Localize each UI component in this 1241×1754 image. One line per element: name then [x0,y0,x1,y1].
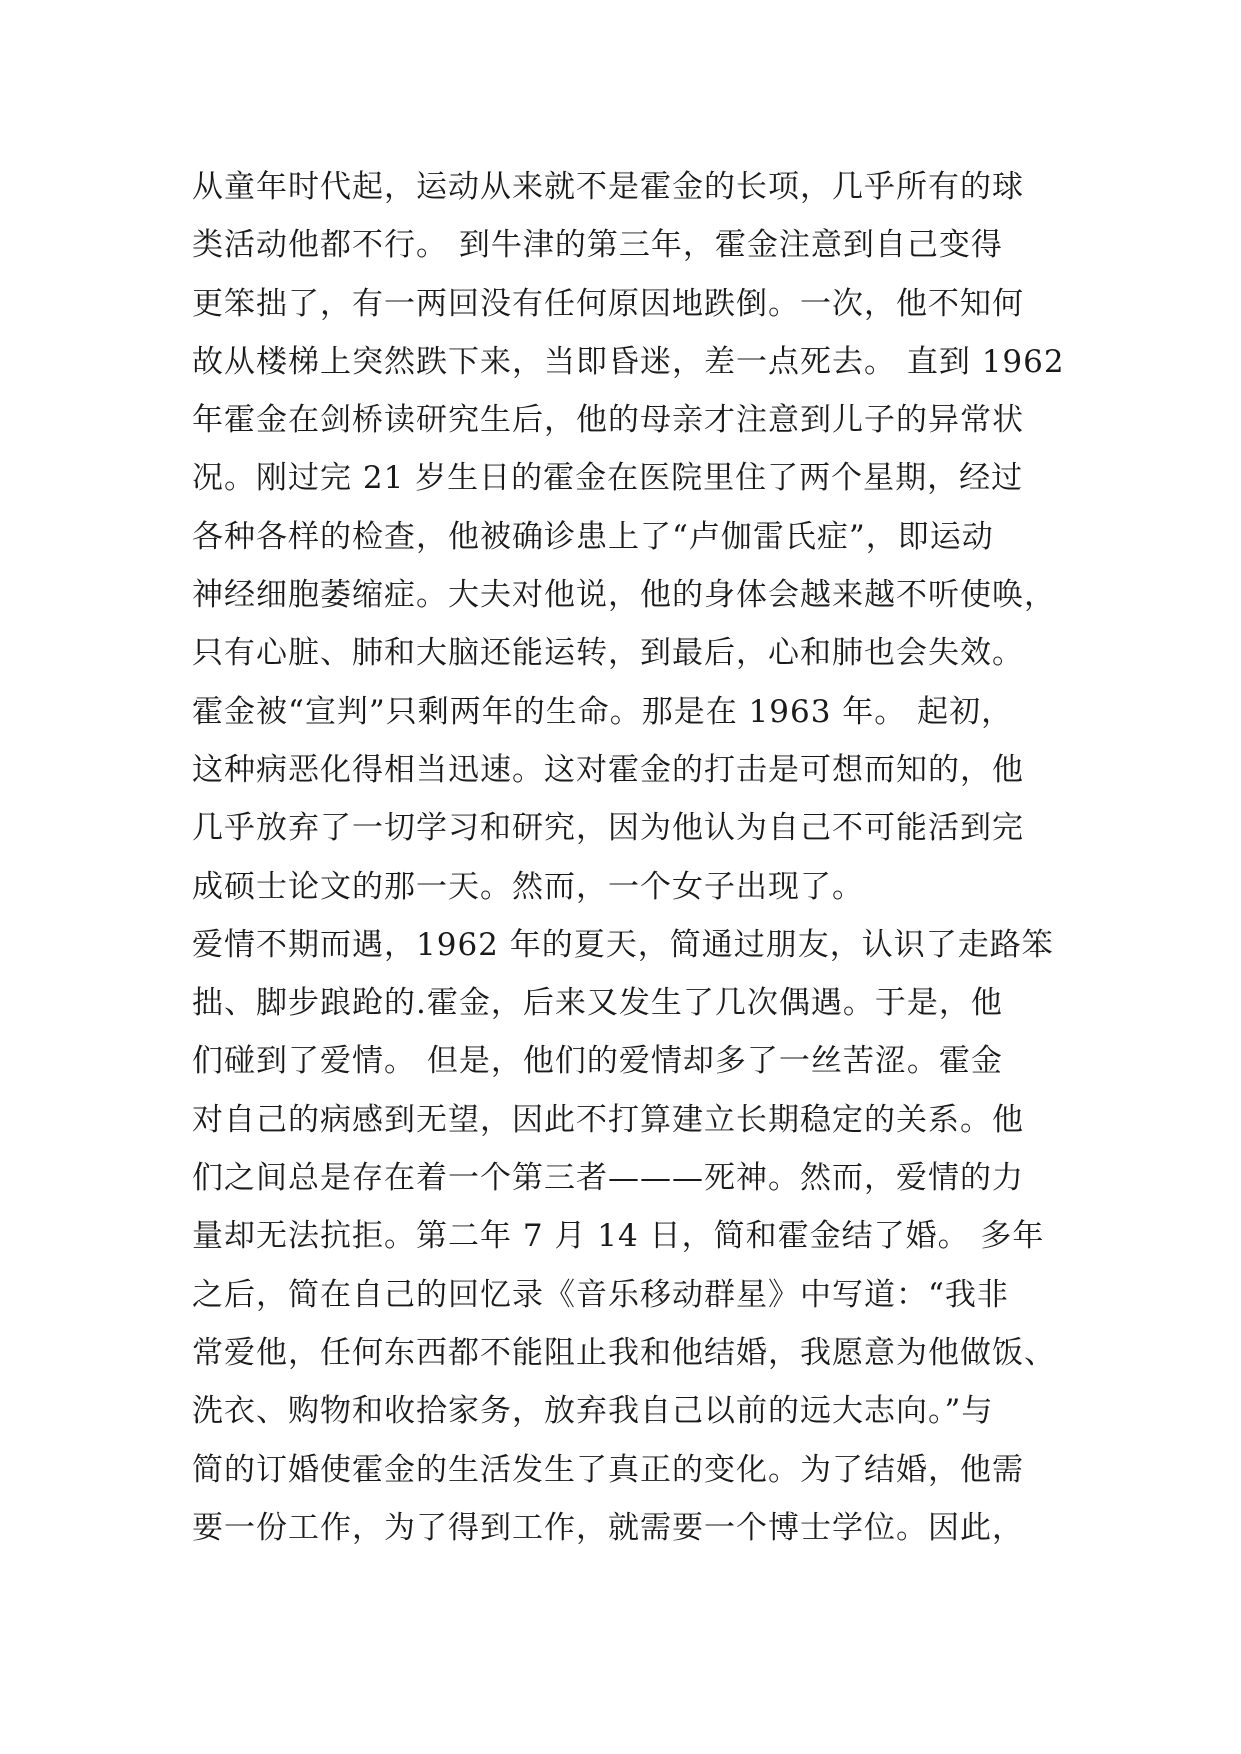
text-line: 这种病恶化得相当迅速。这对霍金的打击是可想而知的，他 [192,751,1024,788]
text-line: 况。刚过完 21 岁生日的霍金在医院里住了两个星期，经过 [192,460,1024,497]
text-line: 从童年时代起，运动从来就不是霍金的长项，几乎所有的球 [192,169,1024,205]
text-line: 只有心脏、肺和大脑还能运转，到最后，心和肺也会失效。 [192,635,1024,672]
text-line: 故从楼梯上突然跌下来，当即昏迷，差一点死去。 直到 1962 [192,343,1065,380]
text-line: 年霍金在剑桥读研究生后，他的母亲才注意到儿子的异常状 [192,402,1024,439]
text-line: 简的订婚使霍金的生活发生了真正的变化。为了结婚，他需 [192,1451,1024,1488]
text-line: 类活动他都不行。 到牛津的第三年，霍金注意到自己变得 [192,227,1003,264]
body-text [192,158,1072,1557]
text-line: 更笨拙了，有一两回没有任何原因地跌倒。一次，他不知何 [192,285,1024,322]
text-line: 对自己的病感到无望，因此不打算建立长期稳定的关系。他 [192,1101,1024,1138]
text-line: 们之间总是存在着一个第三者———死神。然而，爱情的力 [192,1160,1024,1197]
text-line: 拙、脚步踉跄的.霍金，后来又发生了几次偶遇。于是，他 [192,985,1003,1022]
text-line: 几乎放弃了一切学习和研究，因为他认为自己不可能活到完 [192,810,1024,847]
text-line: 各种各样的检查，他被确诊患上了“卢伽雷氏症”，即运动 [192,518,994,555]
text-line: 要一份工作，为了得到工作，就需要一个博士学位。因此， [192,1509,1024,1546]
text-line: 爱情不期而遇，1962 年的夏天，简通过朋友，认识了走路笨 [192,926,1054,963]
text-line: 们碰到了爱情。 但是，他们的爱情却多了一丝苦涩。霍金 [192,1043,1003,1080]
text-line: 洗衣、购物和收拾家务，放弃我自己以前的远大志向。”与 [192,1393,994,1430]
text-line: 霍金被“宣判”只剩两年的生命。那是在 1963 年。 起初， [192,693,1014,730]
text-line: 量却无法抗拒。第二年 7 月 14 日，简和霍金结了婚。 多年 [192,1218,1045,1255]
text-line: 之后，简在自己的回忆录《音乐移动群星》中写道：“我非 [192,1276,1009,1313]
text-line: 成硕士论文的那一天。然而，一个女子出现了。 [192,868,864,905]
text-line: 常爱他，任何东西都不能阻止我和他结婚，我愿意为他做饭、 [192,1334,1056,1371]
text-line: 神经细胞萎缩症。大夫对他说，他的身体会越来越不听使唤， [192,577,1056,614]
